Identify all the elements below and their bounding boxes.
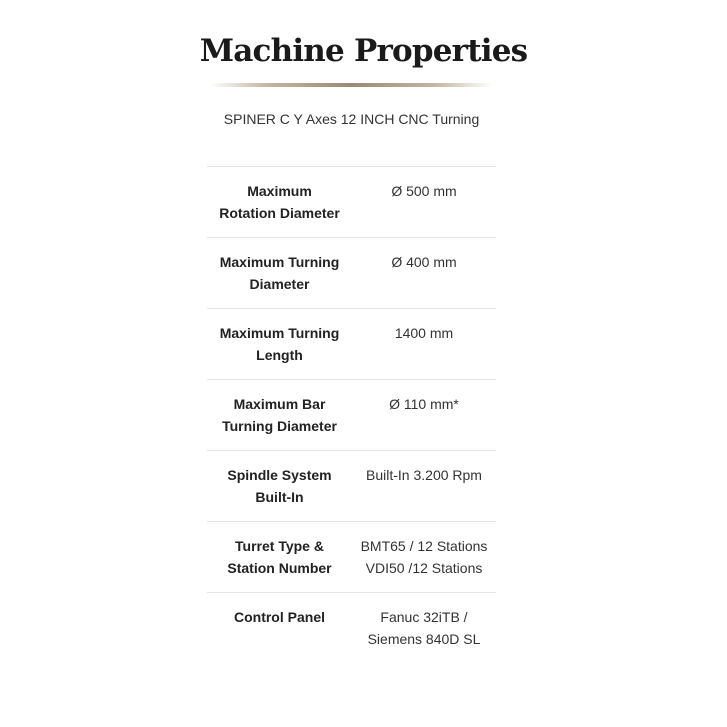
property-label: Spindle System Built-In	[227, 467, 332, 505]
property-label: Maximum Turning Diameter	[219, 254, 340, 292]
property-label: Maximum Rotation Diameter	[219, 183, 340, 221]
property-row	[207, 308, 496, 379]
property-row	[207, 379, 496, 450]
property-value: Built-In 3.200 Rpm	[366, 467, 482, 483]
property-row	[207, 450, 496, 521]
property-label: Maximum Bar Turning Diameter	[222, 396, 337, 434]
property-row	[207, 166, 496, 237]
property-value: Ø 110 mm*	[389, 396, 459, 412]
page-title: Machine Properties	[199, 32, 528, 69]
properties-table	[207, 166, 496, 663]
property-value: Ø 400 mm	[391, 254, 457, 270]
property-row	[207, 592, 496, 663]
title-divider	[210, 83, 492, 87]
property-value: Fanuc 32iTB / Siemens 840D SL	[367, 609, 481, 647]
property-value: Ø 500 mm	[391, 183, 457, 199]
property-row	[207, 237, 496, 308]
property-label: Turret Type & Station Number	[227, 538, 332, 576]
machine-subtitle: SPINER C Y Axes 12 INCH CNC Turning	[223, 111, 480, 127]
property-row	[207, 521, 496, 592]
property-value: BMT65 / 12 Stations VDI50 /12 Stations	[360, 538, 488, 576]
property-label: Control Panel	[233, 609, 325, 625]
property-value: 1400 mm	[394, 325, 454, 341]
property-label: Maximum Turning Length	[219, 325, 340, 363]
